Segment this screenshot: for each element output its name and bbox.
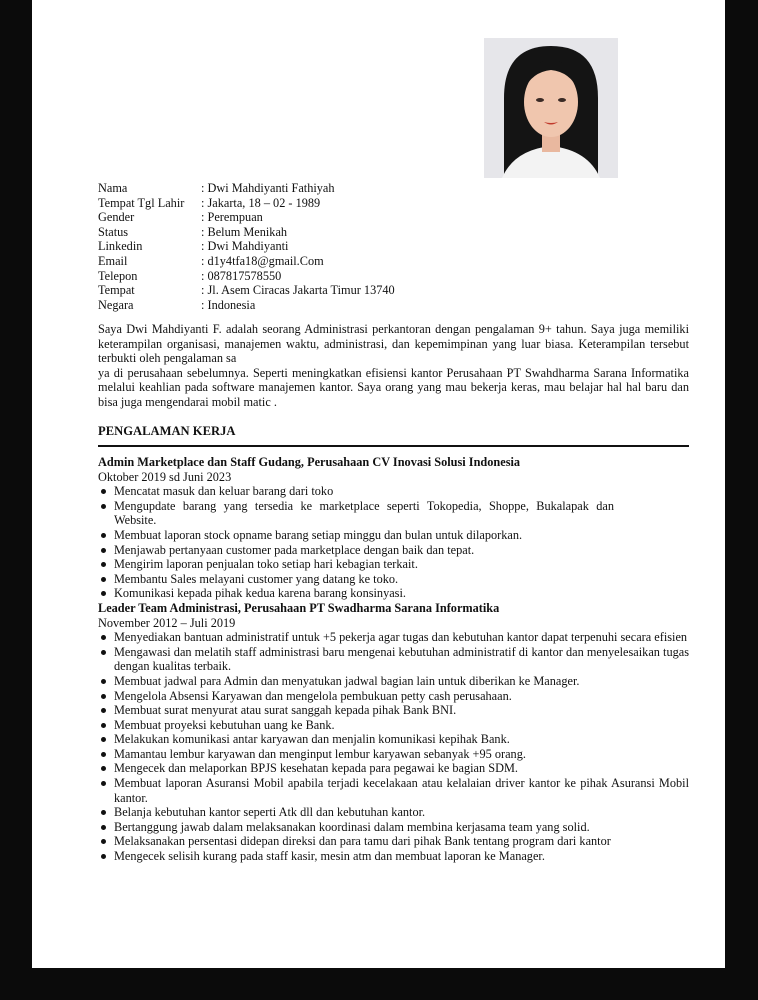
duty-item bbox=[98, 703, 689, 718]
duty-item bbox=[98, 528, 689, 543]
job-period: November 2012 – Juli 2019 bbox=[98, 615, 236, 630]
duty-item bbox=[98, 645, 689, 674]
info-row-gender bbox=[98, 210, 689, 225]
bullet-icon bbox=[101, 708, 106, 713]
job-title: Admin Marketplace dan Staff Gudang, Perusahaan CV Inovasi Solusi Indonesia bbox=[98, 455, 521, 469]
info-row-status bbox=[98, 225, 689, 240]
job-period: Oktober 2019 sd Juni 2023 bbox=[98, 469, 232, 484]
info-value: : Dwi Mahdiyanti bbox=[201, 239, 289, 254]
duty-text: Membuat laporan Asuransi Mobil apabila terjadi kecelakaan atau kelalaian driver kantor ke pihak Asuransi Mobil kantor. bbox=[114, 776, 689, 805]
duty-item bbox=[98, 849, 689, 864]
job-entry bbox=[98, 601, 689, 864]
summary-paragraph: Saya Dwi Mahdiyanti F. adalah seorang Administrasi perkantoran dengan pengalaman 9+ tahun. Saya juga memiliki keterampilan organisasi, manajemen waktu, administrasi, dan kepemimpinan yang luar biasa. Keterampilan tersebut terbukti oleh pengalaman sa bbox=[98, 322, 689, 366]
info-row-telepon bbox=[98, 269, 689, 284]
info-label: Negara bbox=[98, 297, 134, 312]
info-value: : 087817578550 bbox=[201, 268, 282, 283]
duty-item bbox=[98, 805, 689, 820]
info-label: Tempat Tgl Lahir bbox=[98, 195, 185, 210]
bullet-icon bbox=[101, 679, 106, 684]
info-row-email bbox=[98, 254, 689, 269]
bullet-icon bbox=[101, 489, 106, 494]
info-value: : d1y4tfa18@gmail.Com bbox=[201, 253, 324, 268]
duty-text: Mencatat masuk dan keluar barang dari toko bbox=[114, 484, 334, 499]
info-label: Nama bbox=[98, 181, 128, 195]
duty-item bbox=[98, 484, 689, 499]
bullet-icon bbox=[101, 839, 106, 844]
duty-text: Belanja kebutuhan kantor seperti Atk dll dan kebutuhan kantor. bbox=[114, 805, 426, 820]
duty-text: Mamantau lembur karyawan dan menginput lembur karyawan sebanyak +95 orang. bbox=[114, 746, 526, 761]
bullet-icon bbox=[101, 694, 106, 699]
bullet-icon bbox=[101, 650, 106, 655]
info-label: Gender bbox=[98, 210, 135, 225]
bullet-icon bbox=[101, 752, 106, 757]
bullet-icon bbox=[101, 825, 106, 830]
duty-item bbox=[98, 499, 614, 528]
info-value: : Belum Menikah bbox=[201, 224, 288, 239]
bullet-icon bbox=[101, 635, 106, 640]
bullet-icon bbox=[101, 854, 106, 859]
info-row-tempat bbox=[98, 283, 689, 298]
duty-text: Mengirim laporan penjualan toko setiap hari kebagian terkait. bbox=[114, 557, 418, 572]
summary bbox=[98, 322, 689, 410]
duty-item bbox=[98, 732, 689, 747]
bullet-icon bbox=[101, 766, 106, 771]
bullet-icon bbox=[101, 577, 106, 582]
duty-list bbox=[98, 484, 689, 601]
duty-item bbox=[98, 630, 689, 645]
personal-info bbox=[98, 181, 689, 312]
info-value: : Perempuan bbox=[201, 210, 263, 225]
cv-page bbox=[32, 0, 725, 968]
bullet-icon bbox=[101, 723, 106, 728]
duty-text: Membuat laporan stock opname barang setiap minggu dan bulan untuk dilaporkan. bbox=[114, 527, 523, 542]
bullet-icon bbox=[101, 533, 106, 538]
bullet-icon bbox=[101, 737, 106, 742]
duty-text: Membuat proyeksi kebutuhan uang ke Bank. bbox=[114, 717, 335, 732]
experience-list bbox=[98, 455, 689, 864]
duty-text: Bertanggung jawab dalam melaksanakan koordinasi dalam membina kerjasama team yang solid. bbox=[114, 819, 590, 834]
duty-item bbox=[98, 689, 689, 704]
info-value: : Jakarta, 18 – 02 - 1989 bbox=[201, 195, 321, 210]
duty-item bbox=[98, 674, 689, 689]
bullet-icon bbox=[101, 781, 106, 786]
bullet-icon bbox=[101, 810, 106, 815]
duty-item bbox=[98, 557, 689, 572]
duty-item bbox=[98, 820, 689, 835]
duty-text: Membuat jadwal para Admin dan menyatukan jadwal bagian lain untuk diberikan ke Manager. bbox=[114, 673, 580, 688]
bullet-icon bbox=[101, 591, 106, 596]
duty-item bbox=[98, 572, 689, 587]
info-label: Linkedin bbox=[98, 239, 143, 254]
info-row-negara bbox=[98, 298, 689, 313]
section-title-experience: PENGALAMAN KERJA bbox=[98, 424, 689, 447]
info-label: Status bbox=[98, 224, 129, 239]
info-value: : Dwi Mahdiyanti Fathiyah bbox=[201, 181, 335, 195]
duty-item bbox=[98, 761, 689, 776]
profile-photo bbox=[484, 38, 618, 178]
info-row-tempat-tgl-lahir bbox=[98, 196, 689, 211]
duty-text: Menjawab pertanyaan customer pada marketplace dengan baik dan tepat. bbox=[114, 542, 475, 557]
bullet-icon bbox=[101, 548, 106, 553]
duty-text: Menyediakan bantuan administratif untuk +5 pekerja agar tugas dan kebutuhan kantor dapat terpenuhi secara efisien bbox=[114, 630, 688, 645]
info-label: Email bbox=[98, 253, 128, 268]
job-title: Leader Team Administrasi, Perusahaan PT Swadharma Sarana Informatika bbox=[98, 600, 500, 615]
duty-item bbox=[98, 834, 689, 849]
duty-text: Mengecek selisih kurang pada staff kasir, mesin atm dan membuat laporan ke Manager. bbox=[114, 849, 545, 864]
info-label: Telepon bbox=[98, 268, 138, 283]
info-label: Tempat bbox=[98, 283, 135, 298]
duty-item bbox=[98, 747, 689, 762]
duty-text: Mengelola Absensi Karyawan dan mengelola pembukuan petty cash perusahaan. bbox=[114, 688, 512, 703]
duty-text: Membuat surat menyurat atau surat sanggah kepada pihak Bank BNI. bbox=[114, 703, 457, 718]
info-row-nama bbox=[98, 181, 689, 196]
duty-text: Mengawasi dan melatih staff administrasi baru mengenai kebutuhan administratif di kantor dan menyelesaikan tugas dengan kualitas terbaik. bbox=[114, 644, 689, 674]
duty-text: Melaksanakan persentasi didepan direksi dan para tamu dari pihak Bank tentang program dari kantor bbox=[114, 834, 611, 849]
duty-item bbox=[98, 586, 689, 601]
bullet-icon bbox=[101, 562, 106, 567]
duty-list bbox=[98, 630, 689, 864]
profile-photo-image bbox=[484, 38, 618, 178]
info-row-linkedin bbox=[98, 239, 689, 254]
bullet-icon bbox=[101, 504, 106, 509]
job-entry bbox=[98, 455, 689, 601]
duty-item bbox=[98, 718, 689, 733]
duty-text: Mengupdate barang yang tersedia ke marketplace seperti Tokopedia, Shoppe, Bukalapak dan Website. bbox=[114, 498, 614, 528]
duty-item bbox=[98, 776, 689, 805]
info-value: : Jl. Asem Ciracas Jakarta Timur 13740 bbox=[201, 283, 395, 298]
info-value: : Indonesia bbox=[201, 297, 256, 312]
duty-text: Komunikasi kepada pihak kedua karena barang konsinyasi. bbox=[114, 586, 406, 601]
summary-paragraph: ya di perusahaan sebelumnya. Seperti meningkatkan efisiensi kantor Perusahaan PT Swahdharma Sarana Informatika melalui keahlian pada software manajemen kantor. Saya orang yang mau bekerja keras, mau belajar hal hal baru dan bisa juga mengendarai mobil matic . bbox=[98, 365, 689, 409]
duty-item bbox=[98, 543, 689, 558]
duty-text: Mengecek dan melaporkan BPJS kesehatan kepada para pegawai ke bagian SDM. bbox=[114, 761, 518, 776]
duty-text: Melakukan komunikasi antar karyawan dan menjalin komunikasi kepihak Bank. bbox=[114, 732, 510, 747]
duty-text: Membantu Sales melayani customer yang datang ke toko. bbox=[114, 571, 399, 586]
